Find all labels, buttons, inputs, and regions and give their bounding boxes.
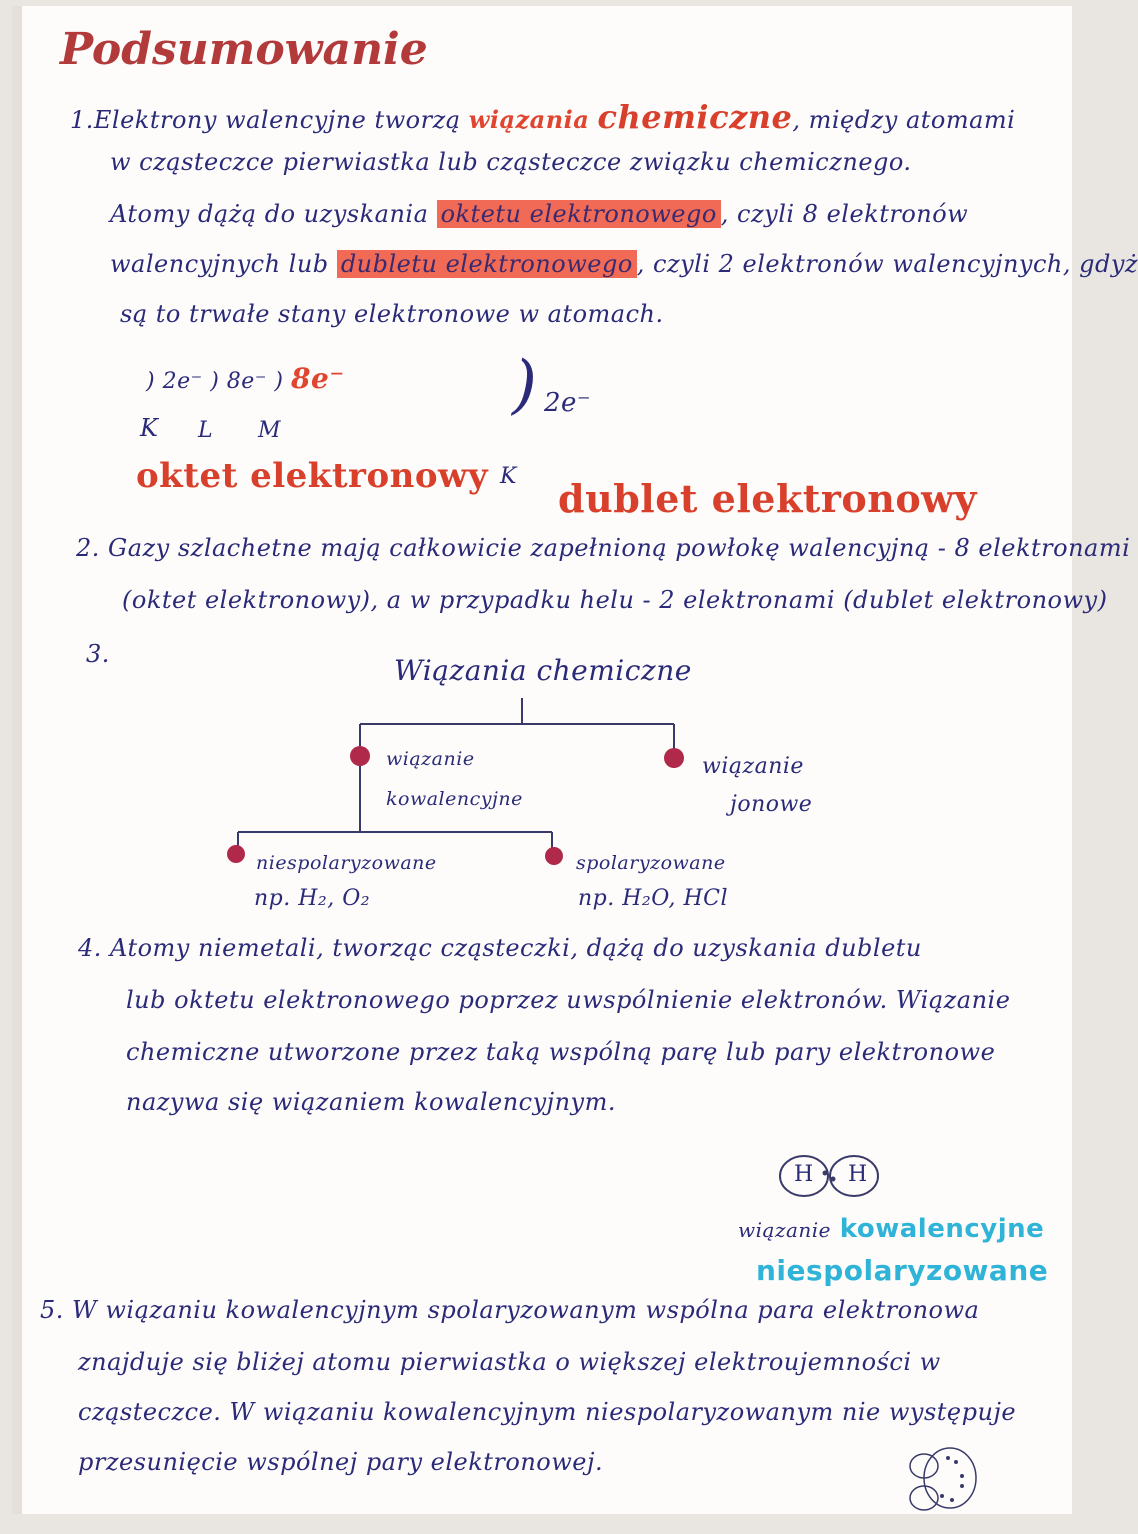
s1-l1-wiazania: wiązania xyxy=(468,105,590,134)
s1-l1-chemiczne: chemiczne xyxy=(597,98,793,136)
s5-line3: cząsteczce. W wiązaniu kowalencyjnym niespolaryzowanym nie występuje xyxy=(78,1398,1017,1426)
polar-molecule-sketch xyxy=(12,6,1092,1534)
molecule-caption-line1: wiązanie kowalencyjne xyxy=(738,1214,1045,1244)
s5-line4: przesunięcie wspólnej pary elektronowej. xyxy=(78,1448,604,1476)
example-nies: np. H₂, O₂ xyxy=(254,886,371,911)
shell-l: L xyxy=(198,418,214,443)
highlight-oktet: oktetu elektronowego xyxy=(437,200,721,228)
label-dublet: dublet elektronowy xyxy=(558,476,977,521)
node-label-jon1: wiązanie xyxy=(702,754,804,779)
diagram-root: Wiązania chemiczne xyxy=(394,654,692,687)
s1-number: 1. xyxy=(70,106,94,134)
shell-m: M xyxy=(258,418,282,443)
node-label-spol: spolaryzowane xyxy=(576,852,726,874)
s1-line4: walencyjnych lub dubletu elektronowego , czyli 2 elektronów walencyjnych, gdyż xyxy=(110,250,1138,278)
s4-line4: nazywa się wiązaniem kowalencyjnym. xyxy=(126,1088,616,1116)
molecule-caption-line2: niespolaryzowane xyxy=(756,1254,1049,1287)
molecule-h2: H xyxy=(848,1162,868,1187)
s1-line2: w cząsteczce pierwiastka lub cząsteczce związku chemicznego. xyxy=(110,148,912,176)
s1-l1a: Elektrony walencyjne tworzą xyxy=(93,106,461,134)
shell-bracket: ) xyxy=(512,348,538,422)
node-label-kow2: kowalencyjne xyxy=(386,788,523,810)
notebook-page xyxy=(12,6,1138,1514)
s4-line3: chemiczne utworzone przez taką wspólną parę lub pary elektronowe xyxy=(126,1038,996,1066)
s2-line1: 2. Gazy szlachetne mają całkowicie zapełnioną powłokę walencyjną - 8 elektronami xyxy=(76,534,1131,562)
shell-dublet: 2e⁻ xyxy=(544,388,592,418)
shell-k: K xyxy=(140,414,159,442)
s2-line2: (oktet elektronowy), a w przypadku helu - 2 elektronami (dublet elektronowy) xyxy=(122,586,1108,614)
s1-line5: są to trwałe stany elektronowe w atomach. xyxy=(120,300,664,328)
s1-line3: Atomy dążą do uzyskania oktetu elektronowego , czyli 8 elektronów xyxy=(110,200,969,228)
highlight-dublet: dubletu elektronowego xyxy=(337,250,637,278)
s1-l1d: , między atomami xyxy=(792,106,1016,134)
shell-config-oktet: ) 2e⁻ ) 8e⁻ ) 8e⁻ xyxy=(146,362,345,395)
s4-line1: 4. Atomy niemetali, tworząc cząsteczki, dążą do uzyskania dubletu xyxy=(78,934,922,962)
s5-line2: znajduje się bliżej atomu pierwiastka o większej elektroujemności w xyxy=(78,1348,941,1376)
node-label-kow1: wiązanie xyxy=(386,748,475,770)
shell-dublet-k: K xyxy=(500,464,517,489)
s4-line2: lub oktetu elektronowego poprzez uwspólnienie elektronów. Wiązanie xyxy=(126,986,1011,1014)
label-oktet: oktet elektronowy xyxy=(136,456,489,496)
example-spol: np. H₂O, HCl xyxy=(578,886,729,911)
molecule-h1: H xyxy=(794,1162,814,1187)
page-title: Podsumowanie xyxy=(60,24,428,75)
node-label-jon2: jonowe xyxy=(730,792,813,817)
s5-line1: 5. W wiązaniu kowalencyjnym spolaryzowanym wspólna para elektronowa xyxy=(40,1296,980,1324)
node-label-nies: niespolaryzowane xyxy=(256,852,437,874)
s3-number: 3. xyxy=(86,640,110,668)
